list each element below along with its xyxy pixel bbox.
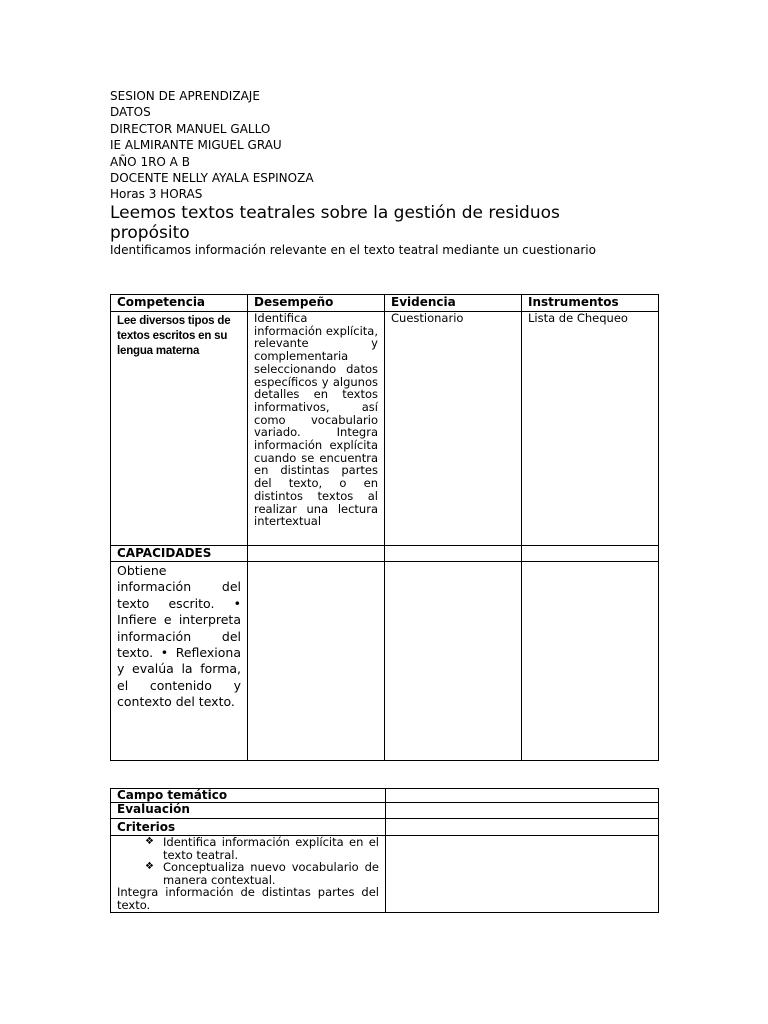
header-line-year: AÑO 1RO A B [110,154,190,169]
empty-cell [248,546,385,562]
header-line-director: DIRECTOR MANUEL GALLO [110,121,271,136]
header-line-teacher: DOCENTE NELLY AYALA ESPINOZA [110,171,314,186]
criterio-text: Conceptualiza nuevo vocabulario de manera contextual. [163,860,379,887]
capacidades-label: CAPACIDADES [111,546,248,562]
diamond-bullet-icon: ❖ [145,836,154,847]
list-item [145,836,379,861]
header-line-hours: Horas 3 HORAS [110,187,203,202]
header-evidencia: Evidencia [385,295,522,312]
empty-cell [385,546,522,562]
header-line-school: IE ALMIRANTE MIGUEL GRAU [110,138,282,153]
empty-cell [386,819,659,836]
criterio-text: Identifica información explícita en el texto teatral. [163,835,379,862]
evaluation-table [110,788,659,913]
criterios-label: Criterios [111,819,386,836]
criterios-row [111,819,659,836]
criterio-extra-text: Integra información de distintas partes del texto. [117,885,379,912]
empty-cell [386,803,659,819]
evaluacion-row [111,803,659,819]
purpose-label: propósito [110,222,190,243]
empty-cell [386,789,659,803]
criterios-list-cell [111,836,386,913]
evaluacion-label: Evaluación [111,803,386,819]
header-line-datos: DATOS [110,105,151,120]
empty-cell [522,546,659,562]
list-item [145,861,379,886]
header-instrumentos: Instrumentos [522,295,659,312]
competencia-cell: Lee diversos tipos de textos escritos en su lengua materna [111,312,248,546]
empty-cell [385,562,522,761]
campo-tematico-label: Campo temático [111,789,386,803]
capacidades-text: Obtiene información del texto escrito. • Infiere e interpreta información del texto. • Reflexiona y evalúa la forma, el contenido y contexto del texto. [111,562,248,761]
header-desempeno: Desempeño [248,295,385,312]
header-line-session: SESION DE APRENDIZAJE [110,89,260,103]
campo-tematico-row [111,789,659,803]
competencies-table [110,294,659,761]
criterios-list [117,836,379,886]
evidencia-cell: Cuestionario [385,312,522,546]
table-row [111,312,659,546]
empty-cell [248,562,385,761]
header-competencia: Competencia [111,295,248,312]
session-header [110,88,670,258]
empty-cell [386,836,659,913]
capacidades-row [111,562,659,761]
criterios-content-row [111,836,659,913]
instrumentos-cell: Lista de Chequeo [522,312,659,546]
table-header-row [111,295,659,312]
capacidades-header-row [111,546,659,562]
desempeno-cell: Identifica información explícita, relevante y complementaria seleccionando datos específicos y algunos detalles en textos informativos, así como vocabulario variado. Integra información explícita cuando se encuentra en distintas partes del texto, o en distintos textos al realizar una lectura intertextual [248,312,385,546]
purpose-text: Identificamos información relevante en el texto teatral mediante un cuestionario [110,242,596,257]
session-title: Leemos textos teatrales sobre la gestión de residuos [110,202,560,223]
empty-cell [522,562,659,761]
diamond-bullet-icon: ❖ [145,861,154,872]
